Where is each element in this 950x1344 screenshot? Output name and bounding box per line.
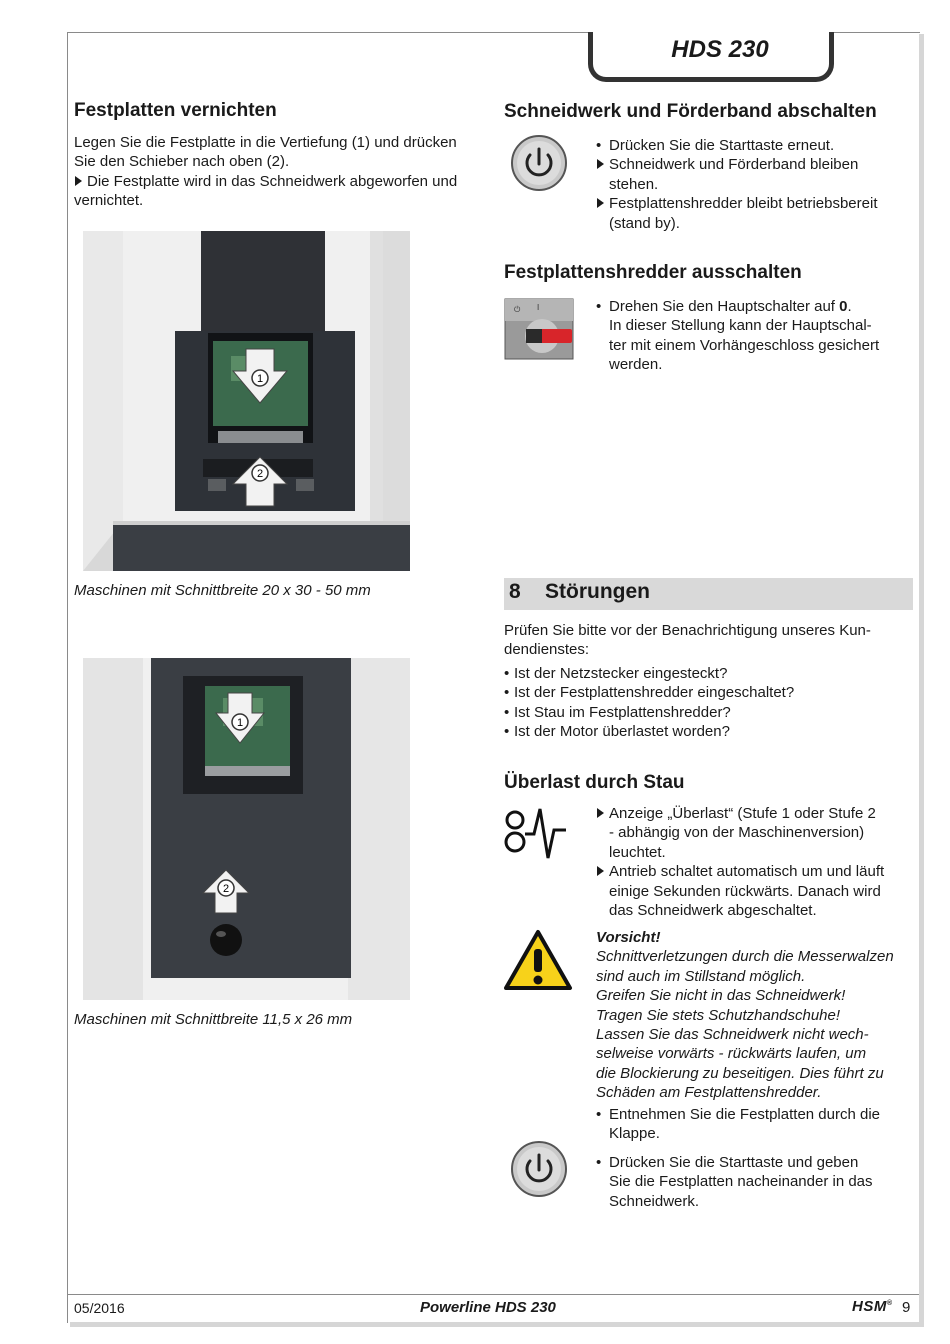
intro-line: Prüfen Sie bitte vor der Benachrichtigung unseres Kun- xyxy=(504,622,871,639)
hsm-logo xyxy=(852,1298,893,1315)
list-item xyxy=(596,297,916,316)
list-item: • Ist der Festplattenshredder eingeschaltet? xyxy=(504,683,914,702)
warning-text xyxy=(596,928,916,1103)
svg-text:I: I xyxy=(537,303,540,312)
left-result-line: Die Festplatte wird in das Schneidwerk abgeworfen und xyxy=(74,172,494,191)
overload-list xyxy=(596,804,916,920)
list-item: - abhängig von der Maschinenversion) xyxy=(609,824,865,842)
warning-line: selweise vorwärts - rückwärts laufen, um xyxy=(596,1045,867,1063)
footer-title: Powerline HDS 230 xyxy=(420,1299,556,1316)
list-item: einige Sekunden rückwärts. Danach wird xyxy=(609,882,881,900)
heading-ueberlast: Überlast durch Stau xyxy=(504,772,685,793)
list-item: In dieser Stellung kann der Hauptschal- xyxy=(609,317,872,335)
section-title: Störungen xyxy=(545,580,650,603)
list-item: Sie die Festplatten nacheinander in das xyxy=(609,1173,873,1191)
warning-title: Vorsicht! xyxy=(596,929,661,946)
footer-date: 05/2016 xyxy=(74,1300,125,1316)
power-button-icon xyxy=(510,1140,568,1198)
list-item: leuchtet. xyxy=(609,843,666,861)
list-item: Anzeige „Überlast“ (Stufe 1 oder Stufe 2 xyxy=(596,804,916,823)
warning-line: Schäden am Festplattenshredder. xyxy=(596,1084,822,1102)
page-header-title: HDS 230 xyxy=(671,36,769,63)
warning-line: Tragen Sie stets Schutzhandschuhe! xyxy=(596,1006,841,1024)
list-item: • Drücken Sie die Starttaste und geben xyxy=(596,1153,916,1172)
list-item: Festplattenshredder bleibt betriebsbereit xyxy=(596,194,916,213)
photo2-label-2: 2 xyxy=(222,883,230,895)
photo2-label-1: 1 xyxy=(236,717,244,729)
main-switch-icon xyxy=(504,298,574,360)
list-item: • Drücken Sie die Starttaste erneut. xyxy=(596,136,916,155)
brand-mark: ® xyxy=(886,1300,893,1307)
shutdown-text: Drehen Sie den Hauptschalter auf xyxy=(609,298,840,315)
left-intro-line: Sie den Schieber nach oben (2). xyxy=(74,153,290,171)
remove-step xyxy=(596,1105,916,1144)
list-item: Klappe. xyxy=(609,1125,660,1143)
overload-indicator-icon xyxy=(504,804,568,862)
list-item: • Ist der Motor überlastet worden? xyxy=(504,722,914,741)
warning-line: Schnittverletzungen durch die Messerwalzen xyxy=(596,948,894,966)
brand-name: HSM xyxy=(852,1298,887,1315)
shredder-photo-2 xyxy=(83,658,410,1000)
list-item: (stand by). xyxy=(609,214,680,232)
list-item: Schneidwerk und Förderband bleiben xyxy=(596,155,916,174)
caption-photo-2: Maschinen mit Schnittbreite 11,5 x 26 mm xyxy=(74,1011,353,1028)
shredder-photo-1 xyxy=(83,231,410,571)
heading-ausschalten: Festplattenshredder ausschalten xyxy=(504,262,802,283)
section8-intro xyxy=(504,621,914,660)
warning-line: Lassen Sie das Schneidwerk nicht wech- xyxy=(596,1026,869,1044)
switch-position: 0 xyxy=(839,298,848,315)
restart-step xyxy=(596,1153,916,1211)
left-intro xyxy=(74,133,494,211)
list-item: • Ist Stau im Festplattenshredder? xyxy=(504,703,914,722)
stop-cutting-list xyxy=(596,136,916,233)
list-item: • Entnehmen Sie die Festplatten durch die xyxy=(596,1105,916,1124)
svg-text:⏻: ⏻ xyxy=(514,305,521,314)
shutdown-list xyxy=(596,297,916,375)
list-item: • Ist der Netzstecker eingesteckt? xyxy=(504,664,914,683)
list-item: Antrieb schaltet automatisch um und läuft xyxy=(596,862,916,881)
power-button-icon xyxy=(510,134,568,192)
shutdown-text: . xyxy=(847,298,852,315)
left-result-line: vernichtet. xyxy=(74,192,144,210)
warning-line: sind auch im Stillstand möglich. xyxy=(596,967,806,985)
list-item: stehen. xyxy=(609,175,659,193)
list-item: das Schneidwerk abgeschaltet. xyxy=(609,902,817,920)
list-item: ter mit einem Vorhängeschloss gesichert xyxy=(609,336,880,354)
caption-photo-1: Maschinen mit Schnittbreite 20 x 30 - 50 mm xyxy=(74,582,371,599)
page-number: 9 xyxy=(902,1299,911,1316)
list-item: Schneidwerk. xyxy=(609,1192,700,1210)
intro-line: dendienstes: xyxy=(504,641,590,659)
page-shadow xyxy=(919,34,924,1327)
warning-line: Greifen Sie nicht in das Schneidwerk! xyxy=(596,987,846,1005)
warning-line: die Blockierung zu beseitigen. Dies führt zu xyxy=(596,1064,884,1082)
section8-checklist xyxy=(504,664,914,742)
warning-icon xyxy=(503,929,573,991)
heading-schneidwerk-abschalten: Schneidwerk und Förderband abschalten xyxy=(504,101,877,122)
list-item: werden. xyxy=(609,356,663,374)
photo1-label-1: 1 xyxy=(256,373,264,385)
photo1-label-2: 2 xyxy=(256,468,264,480)
section-number: 8 xyxy=(509,580,521,603)
left-intro-line: Legen Sie die Festplatte in die Vertiefung (1) und drücken xyxy=(74,134,457,151)
page-shadow xyxy=(70,1322,924,1327)
footer-divider xyxy=(67,1294,919,1295)
heading-festplatten-vernichten: Festplatten vernichten xyxy=(74,100,277,121)
